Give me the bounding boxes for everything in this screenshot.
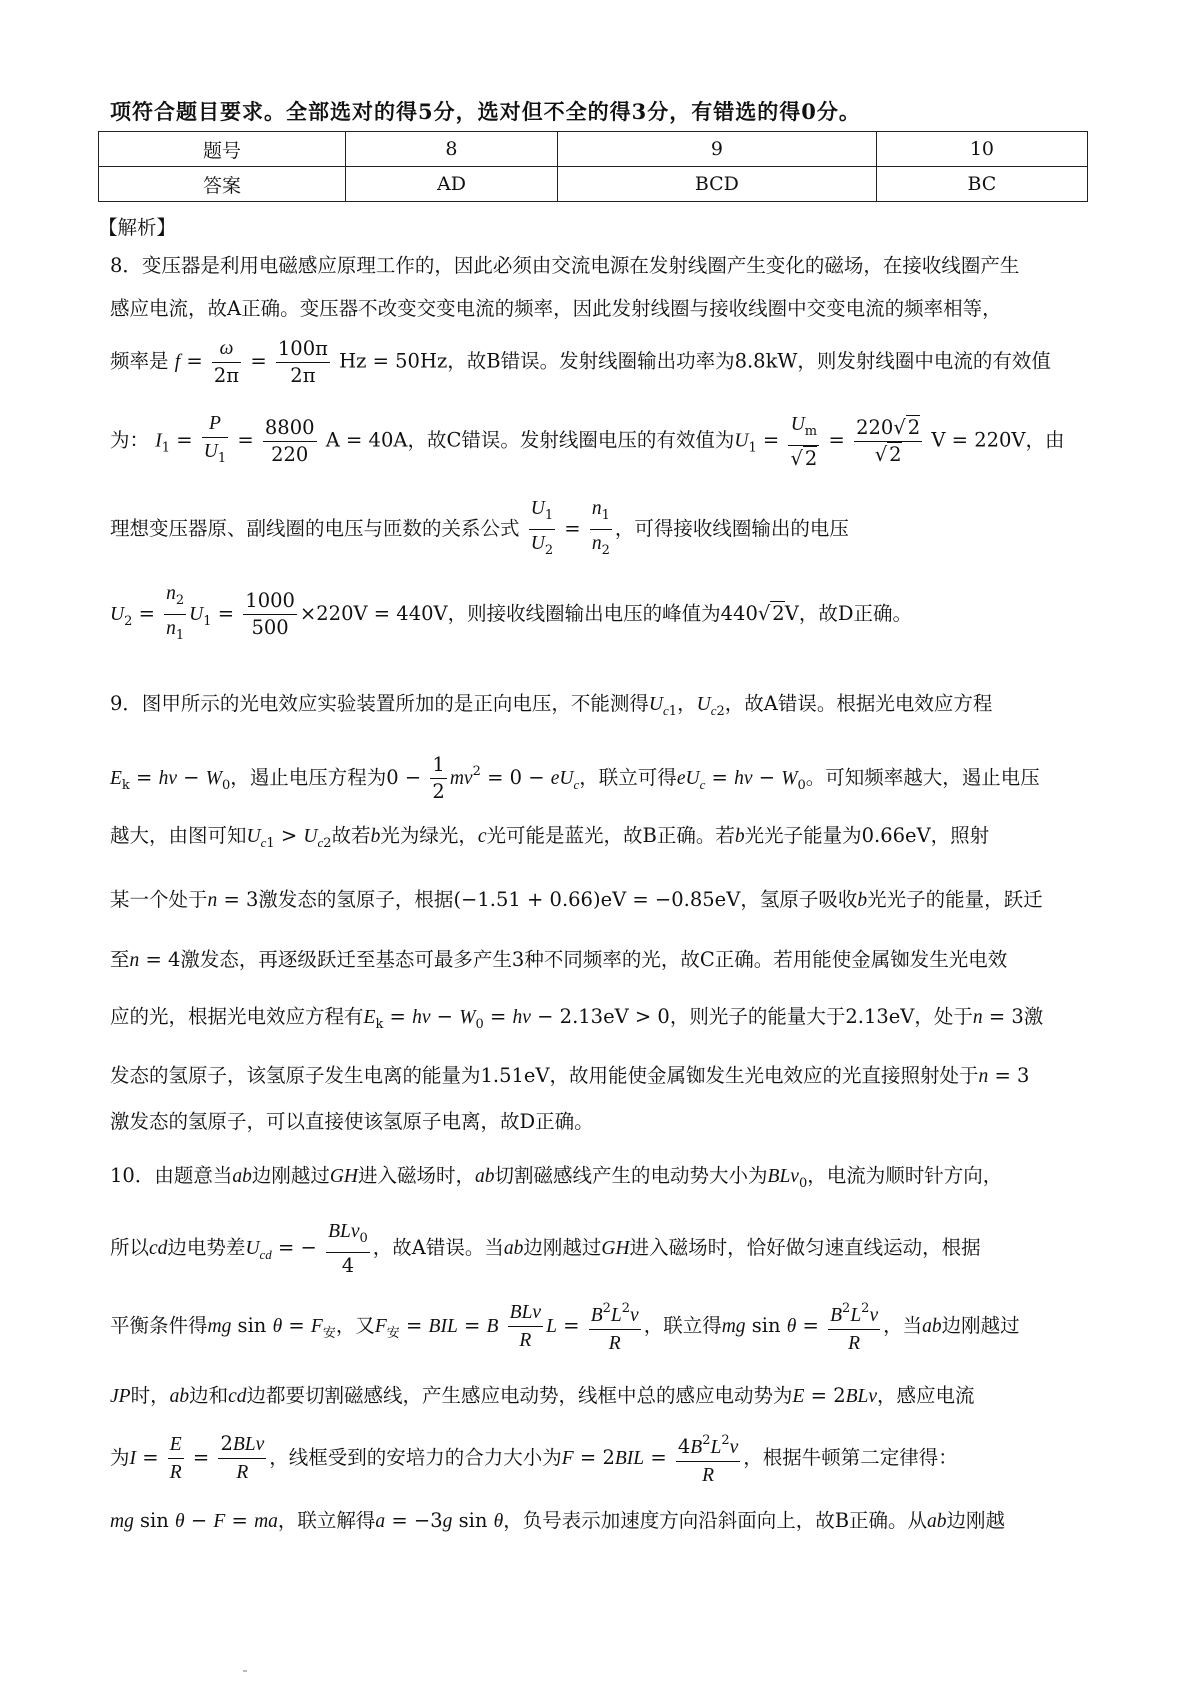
table-cell: 10 (876, 132, 1087, 167)
paragraph-line: 感应电流，故A正确。变压器不改变交变电流的频率，因此发射线圈与接收线圈中交变电流的频率相等， (110, 297, 1002, 320)
paragraph-line: $U_2$ = $\frac{n_2}{n_1}$ $U_1$ = $\frac{1000}{500}$ ×220V = 440V，则接收线圈输出电压的峰值为440√ 2V，故D正确。 (110, 580, 912, 649)
scoring-instructions: 项符合题目要求。全部选对的得5分，选对但不全的得3分，有错选的得0分。 (110, 99, 861, 124)
paragraph-line: 9．图甲所示的光电效应实验装置所加的是正向电压，不能测得$U_{c1}$，$U_{c2}$，故A错误。根据光电效应方程 (110, 692, 993, 719)
paragraph-line: 至n = 4激发态，再逐级跃迁至基态可最多产生3种不同频率的光，故C正确。若用能使金属铷发生光电效 (110, 948, 1008, 971)
table-row (99, 132, 1088, 167)
paragraph-line: 某一个处于n = 3激发态的氢原子，根据(−1.51 + 0.66)eV = −0.85eV，氢原子吸收b光光子的能量，跃迁 (110, 888, 1043, 911)
paragraph-line: 所以cd边电势差$U_{cd}$ = − $\frac{BLv_0}{4}$ ，故A错误。当ab边刚越过GH进入磁场时，恰好做匀速直线运动，根据 (110, 1218, 981, 1279)
paragraph-line: $E_k = h\nu - W_0$，遏止电压方程为0 − $\frac{1}{2}$ $mv^2 = 0 - eU_c$，联立可得$eU_c = h\nu - W_0$。可知频率越大，遏止电压 (110, 753, 1040, 803)
paragraph-line: 为I = $\frac{E}{R}$ = $\frac{\text{2BLv}}{R}$ ，线框受到的安培力的合力大小为F = 2BIL = $\frac{4B^2L^2v}{R}$ ，根据牛顿第二定律得： (110, 1428, 958, 1489)
paragraph-line: 平衡条件得mg $\sin \theta = F_安$，又$F_安$ = BIL = B $\frac{\text{BLv}}{R}$ L = $\frac{B^2L^2v}{R}$ ，联立得mg sin θ = $\frac{B^2L^2v}{R}$ ，当ab边刚越过 (110, 1296, 1020, 1357)
table-cell: 答案 (99, 167, 346, 202)
paragraph-line: 理想变压器原、副线圈的电压与匝数的关系公式 $\frac{U_1}{U_2}$ = $\frac{n_1}{n_2}$ ，可得接收线圈输出的电压 (110, 495, 849, 564)
page-mark (243, 1670, 247, 1672)
paragraph-line: 8．变压器是利用电磁感应原理工作的，因此必须由交流电源在发射线圈产生变化的磁场，在接收线圈产生 (110, 254, 1020, 277)
section-title: 【解析】 (98, 216, 177, 239)
answer-table (98, 131, 1088, 202)
paragraph-line: 为： $I_1$ = $\frac{P}{U_1}$ = $\frac{8800}{220}$ A = 40A，故C错误。发射线圈电压的有效值为$U_1$ = $U_m$ √ 2 = 220√ 2 √ 2 V = 220V，由 (110, 410, 1065, 472)
table-cell: BC (876, 167, 1087, 202)
table-cell: 8 (346, 132, 558, 167)
paragraph-line: 越大，由图可知$U_{c1} > U_{c2}$故若b光为绿光，c光可能是蓝光，故B正确。若b光光子能量为0.66eV，照射 (110, 824, 990, 851)
table-cell: AD (346, 167, 558, 202)
table-cell: 题号 (99, 132, 346, 167)
paragraph-line: 激发态的氢原子，可以直接使该氢原子电离，故D正确。 (110, 1110, 594, 1133)
paragraph-line: JP时，ab边和cd边都要切割磁感线，产生感应电动势，线框中总的感应电动势为E = 2BLv，感应电流 (110, 1384, 975, 1407)
table-cell: BCD (557, 167, 876, 202)
paragraph-line: 发态的氢原子，该氢原子发生电离的能量为1.51eV，故用能使金属铷发生光电效应的光直接照射处于n = 3 (110, 1064, 1030, 1087)
paragraph-line: 频率是 f = $\frac{\omega}{2\pi}$ = $\frac{100\pi}{2\pi}$ Hz = 50Hz，故B错误。发射线圈输出功率为8.8kW，则发射线圈中电流的有效值 (110, 336, 1051, 387)
paragraph-line: 10．由题意当ab边刚越过GH进入磁场时，ab切割磁感线产生的电动势大小为BLv$_0$，电流为顺时针方向， (110, 1164, 1003, 1191)
table-cell: 9 (557, 132, 876, 167)
paragraph-line: 应的光，根据光电效应方程有$E_k = h\nu - W_0 = h\nu - 2.13eV > 0$，则光子的能量大于2.13eV，处于n = 3激 (110, 1005, 1044, 1032)
table-row (99, 167, 1088, 202)
paragraph-line: mg sin θ − F = ma，联立解得a = −3g sin θ，负号表示加速度方向沿斜面向上，故B正确。从ab边刚越 (110, 1509, 1006, 1532)
